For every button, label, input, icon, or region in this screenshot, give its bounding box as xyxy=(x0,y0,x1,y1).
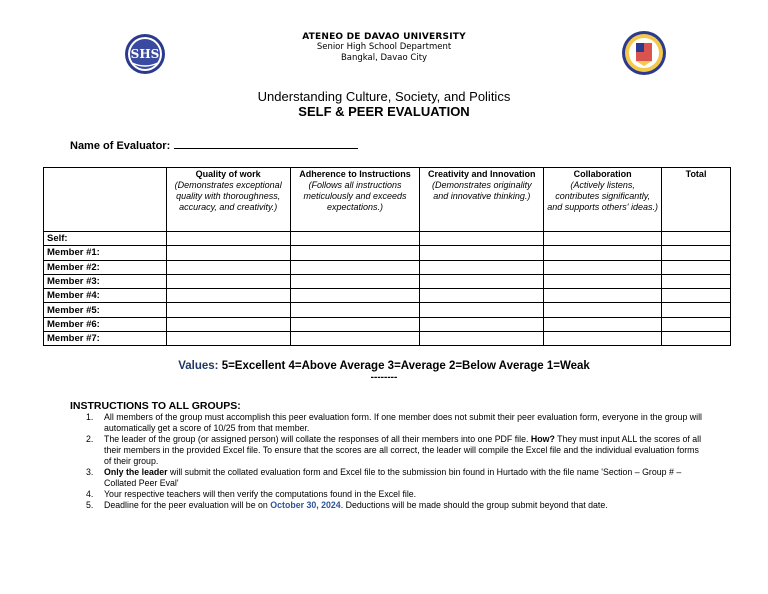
score-cell[interactable] xyxy=(166,274,290,288)
total-cell[interactable] xyxy=(662,274,731,288)
row-label: Member #3: xyxy=(44,274,167,288)
score-cell[interactable] xyxy=(166,232,290,246)
department-name: Senior High School Department xyxy=(316,42,452,52)
table-row xyxy=(44,246,731,260)
score-cell[interactable] xyxy=(420,232,544,246)
score-cell[interactable] xyxy=(166,246,290,260)
row-label: Self: xyxy=(44,232,167,246)
table-row xyxy=(44,303,731,317)
score-cell[interactable] xyxy=(166,317,290,331)
score-cell[interactable] xyxy=(544,260,662,274)
header-collaboration: Collaboration (Actively listens, contributes significantly, and supports others' ideas.) xyxy=(544,168,662,232)
table-row xyxy=(44,317,731,331)
list-item: 4. Your respective teachers will then verify the computations found in the Excel file. xyxy=(86,489,417,499)
score-cell[interactable] xyxy=(290,260,420,274)
score-cell[interactable] xyxy=(290,246,420,260)
score-cell[interactable] xyxy=(544,317,662,331)
total-cell[interactable] xyxy=(662,317,731,331)
score-cell[interactable] xyxy=(290,274,420,288)
header-adherence: Adherence to Instructions (Follows all instructions meticulously and exceeds expectations.) xyxy=(290,168,420,232)
deadline-date: October 30, 2024 xyxy=(270,500,341,510)
total-cell[interactable] xyxy=(662,232,731,246)
score-cell[interactable] xyxy=(420,317,544,331)
city-name: Bangkal, Davao City xyxy=(340,53,428,63)
header-creativity: Creativity and Innovation (Demonstrates originality and innovative thinking.) xyxy=(420,168,544,232)
subject-title: Understanding Culture, Society, and Politics xyxy=(257,89,511,104)
values-label: Values: xyxy=(178,360,219,372)
evaluator-label: Name of Evaluator: xyxy=(70,140,171,152)
letterhead xyxy=(0,32,768,64)
score-cell[interactable] xyxy=(290,317,420,331)
score-cell[interactable] xyxy=(290,232,420,246)
score-cell[interactable] xyxy=(166,260,290,274)
list-item: 5. Deadline for the peer evaluation will be on October 30, 2024. Deductions will be made should the group submit beyond that date. xyxy=(86,500,608,510)
table-header-row xyxy=(44,168,731,232)
row-label: Member #7: xyxy=(44,332,167,346)
score-cell[interactable] xyxy=(420,332,544,346)
score-cell[interactable] xyxy=(544,274,662,288)
row-label: Member #4: xyxy=(44,289,167,303)
score-cell[interactable] xyxy=(420,274,544,288)
total-cell[interactable] xyxy=(662,260,731,274)
row-label: Member #1: xyxy=(44,246,167,260)
separator: -------- xyxy=(370,372,398,383)
row-label: Member #5: xyxy=(44,303,167,317)
score-cell[interactable] xyxy=(290,303,420,317)
score-cell[interactable] xyxy=(544,246,662,260)
header-cell-blank xyxy=(44,168,167,232)
instructions-list xyxy=(86,412,706,511)
total-cell[interactable] xyxy=(662,246,731,260)
score-cell[interactable] xyxy=(544,232,662,246)
score-cell[interactable] xyxy=(166,303,290,317)
table-row xyxy=(44,332,731,346)
score-cell[interactable] xyxy=(166,332,290,346)
values-text: 5=Excellent 4=Above Average 3=Average 2=Below Average 1=Weak xyxy=(221,360,590,372)
score-cell[interactable] xyxy=(420,303,544,317)
university-name: ATENEO DE DAVAO UNIVERSITY xyxy=(302,32,466,42)
score-cell[interactable] xyxy=(420,289,544,303)
table-row xyxy=(44,274,731,288)
instructions-heading: INSTRUCTIONS TO ALL GROUPS: xyxy=(70,400,241,412)
shs-logo-text: SHS xyxy=(130,47,160,61)
total-cell[interactable] xyxy=(662,289,731,303)
evaluation-table xyxy=(43,167,731,346)
score-cell[interactable] xyxy=(544,303,662,317)
table-row xyxy=(44,232,731,246)
values-legend xyxy=(0,360,768,372)
list-item: 3. Only the leader will submit the collated evaluation form and Excel file to the submission bin found in Hurtado with the file name 'Section – Group # – Collated Peer Eval' xyxy=(86,467,682,488)
header-total: Total xyxy=(662,168,731,232)
score-cell[interactable] xyxy=(420,246,544,260)
list-item: 1. All members of the group must accomplish this peer evaluation form. If one member does not submit their peer evaluation form, everyone in the group will automatically get a score of 10/25 from that member. xyxy=(86,412,702,433)
table-row xyxy=(44,260,731,274)
total-cell[interactable] xyxy=(662,303,731,317)
score-cell[interactable] xyxy=(544,332,662,346)
header-quality-of-work: Quality of work (Demonstrates exceptional quality with thoroughness, accuracy, and creativity.) xyxy=(166,168,290,232)
row-label: Member #2: xyxy=(44,260,167,274)
score-cell[interactable] xyxy=(544,289,662,303)
row-label: Member #6: xyxy=(44,317,167,331)
total-cell[interactable] xyxy=(662,332,731,346)
form-title: SELF & PEER EVALUATION xyxy=(298,104,470,119)
evaluator-field xyxy=(70,139,358,152)
score-cell[interactable] xyxy=(166,289,290,303)
list-item: 2. The leader of the group (or assigned person) will collate the responses of all their members into one PDF file. How? They must input ALL the scores of all their members in the provided Excel file. To ensure that the scores are all correct, the leader will compile the Excel file and the individual evaluation forms of their group. xyxy=(86,434,702,466)
score-cell[interactable] xyxy=(420,260,544,274)
score-cell[interactable] xyxy=(290,289,420,303)
evaluator-name-line[interactable] xyxy=(174,139,358,149)
score-cell[interactable] xyxy=(290,332,420,346)
table-row xyxy=(44,289,731,303)
